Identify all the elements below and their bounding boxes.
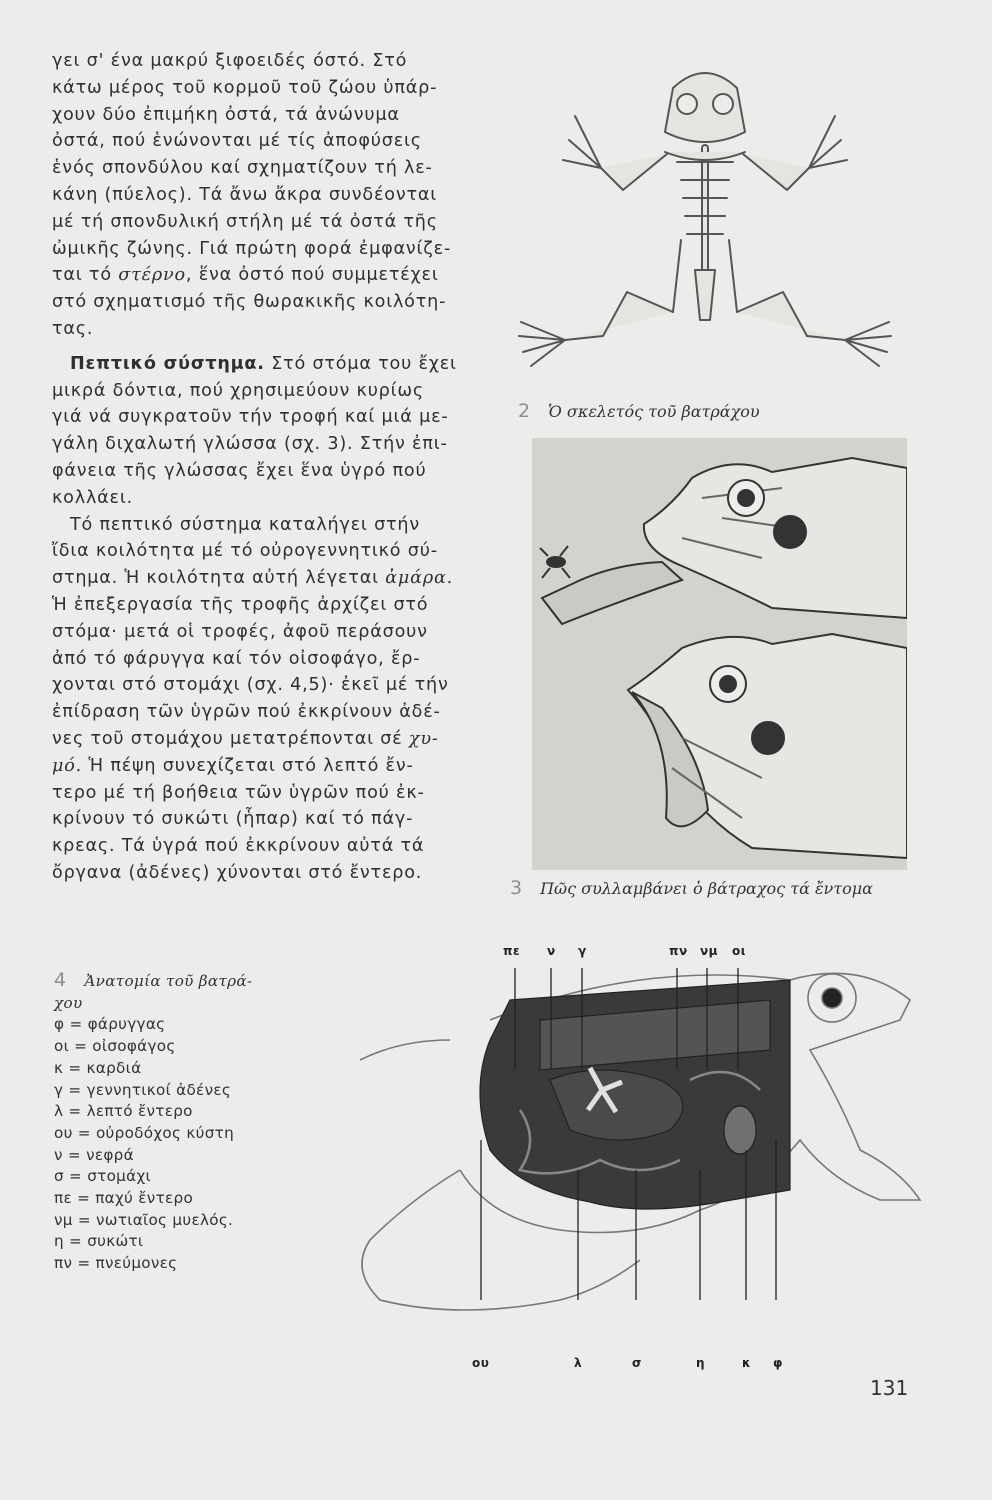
- legend-item: πε = παχύ ἔντερο: [54, 1189, 194, 1208]
- text-line: μέ τή σπονδυλική στήλη μέ τά ὀστά τῆς: [52, 211, 438, 232]
- frog-skeleton-illustration: [505, 40, 905, 390]
- legend-item: λ = λεπτό ἔντερο: [54, 1102, 193, 1121]
- term-chyme: χυ-: [408, 728, 439, 749]
- anatomy-label-spinal-cord: νμ: [700, 944, 719, 958]
- term-cloaca: ἀμάρα.: [385, 568, 454, 589]
- text-run: Ἡ πέψη συνεχίζεται στό λεπτό ἔν-: [82, 755, 414, 776]
- text-line: ὠμικῆς ζώνης. Γιά πρώτη φορά ἐμφανίζε-: [52, 238, 452, 259]
- text-line: κάτω μέρος τοῦ κορμοῦ τοῦ ζώου ὑπάρ-: [52, 77, 438, 98]
- text-line: ὄργανα (ἀδένες) χύνονται στό ἔντερο.: [52, 862, 423, 883]
- text-line: γάλη διχαλωτή γλώσσα (σχ. 3). Στήν ἐπι-: [52, 434, 448, 455]
- figure-number: 4: [54, 969, 67, 991]
- legend-item: ου = οὐροδόχος κύστη: [54, 1123, 234, 1142]
- anatomy-label-pharynx: φ: [773, 1356, 783, 1370]
- anatomy-label-stomach: σ: [632, 1356, 642, 1370]
- text-line: στόμα· μετά οἱ τροφές, ἀφοῦ περάσουν: [52, 621, 428, 642]
- text-run: στημα. Ἡ κοιλότητα αὐτή λέγεται: [52, 568, 386, 589]
- anatomy-label-small-intestine: λ: [574, 1356, 583, 1370]
- text-run: Στό στόμα του ἔχει: [264, 353, 457, 374]
- paragraph-digestive: [52, 351, 482, 512]
- legend-item: οι = οἰσοφάγος: [54, 1037, 176, 1056]
- text-line: κρίνουν τό συκώτι (ἧπαρ) καί τό πάγ-: [52, 809, 414, 830]
- anatomy-label-large-intestine: πε: [503, 944, 521, 958]
- page-number: 131: [870, 1376, 909, 1400]
- text-line: [52, 262, 482, 289]
- text-line: στό σχηματισμό τῆς θωρακικῆς κοιλότη-: [52, 292, 447, 313]
- text-line: [52, 726, 482, 753]
- anatomy-label-kidneys: ν: [547, 944, 556, 958]
- text-line: ἴδια κοιλότητα μέ τό οὐρογεννητικό σύ-: [52, 541, 438, 562]
- term-chyme: μό.: [52, 755, 83, 776]
- anatomy-label-bladder: ου: [472, 1356, 490, 1370]
- text-line: κολλάει.: [52, 487, 134, 508]
- text-run: , ἕνα ὀστό πού συμμετέχει: [185, 265, 439, 286]
- paragraph-skeleton: [52, 48, 482, 343]
- text-line: κρεας. Τά ὑγρά πού ἐκκρίνουν αὐτά τά: [52, 836, 425, 857]
- legend-item: φ = φάρυγγας: [54, 1015, 166, 1034]
- paragraph-digestion-process: [52, 512, 482, 887]
- figure-number: 3: [510, 877, 523, 899]
- figure-frog-anatomy: [340, 940, 940, 1360]
- body-text: [52, 48, 482, 887]
- frog-anatomy-illustration: [340, 940, 940, 1360]
- text-line: κάνη (πύελος). Τά ἄνω ἄκρα συνδέονται: [52, 184, 438, 205]
- text-line: ἐπίδραση τῶν ὑγρῶν πού ἐκκρίνουν ἀδέ-: [52, 702, 441, 723]
- figure-skeleton: [505, 40, 905, 390]
- text-line: τας.: [52, 318, 94, 339]
- anatomy-label-esophagus: οι: [732, 944, 746, 958]
- legend-item: σ = στομάχι: [54, 1167, 151, 1186]
- legend-item: η = συκώτι: [54, 1232, 144, 1251]
- text-line: γιά νά συγκρατοῦν τήν τροφή καί μιά με-: [52, 407, 449, 428]
- text-line: Τό πεπτικό σύστημα καταλήγει στήν: [70, 514, 420, 535]
- text-run: ται τό: [52, 265, 119, 286]
- caption-text: Πῶς συλλαμβάνει ὁ βάτραχος τά ἔντομα: [540, 879, 873, 898]
- caption-text: χου: [54, 993, 83, 1012]
- text-line: ἑνός σπονδύλου καί σχηματίζουν τή λε-: [52, 158, 433, 179]
- legend-item: γ = γεννητικοί ἀδένες: [54, 1080, 232, 1099]
- caption-text: Ἀνατομία τοῦ βατρά-: [84, 972, 253, 990]
- legend-item: ν = νεφρά: [54, 1145, 134, 1164]
- text-line: τερο μέ τή βοήθεια τῶν ὑγρῶν πού ἐκ-: [52, 782, 425, 803]
- text-line: [52, 351, 482, 378]
- caption-text: Ὁ σκελετός τοῦ βατράχου: [548, 402, 760, 421]
- anatomy-label-liver: η: [696, 1356, 706, 1370]
- frog-tongue-illustration: [532, 438, 907, 870]
- figure-frog-catching-insect: [532, 438, 907, 870]
- figure-2-caption: [518, 400, 760, 422]
- legend-item: κ = καρδιά: [54, 1058, 142, 1077]
- text-line: γει σ' ένα μακρύ ξιφοειδές όστό. Στό: [52, 51, 408, 71]
- text-line: [52, 565, 482, 592]
- text-line: χονται στό στομάχι (σχ. 4,5)· ἐκεῖ μέ τήν: [52, 675, 449, 696]
- figure-4-caption: [54, 970, 334, 993]
- figure-4-legend: [54, 970, 334, 1275]
- text-line: φάνεια τῆς γλώσσας ἔχει ἕνα ὑγρό πού: [52, 460, 427, 481]
- text-run: νες τοῦ στομάχου μετατρέπονται σέ: [52, 728, 409, 749]
- anatomy-label-lungs: πν: [669, 944, 688, 958]
- legend-item: νμ = νωτιαῖος μυελός.: [54, 1210, 234, 1229]
- text-line: Ἡ ἐπεξεργασία τῆς τροφῆς ἀρχίζει στό: [52, 594, 429, 615]
- term-sternum: στέρνο: [118, 265, 186, 286]
- text-line: [52, 753, 482, 780]
- figure-3-caption: [510, 877, 873, 899]
- text-line: μικρά δόντια, πού χρησιμεύουν κυρίως: [52, 380, 425, 401]
- text-line: χουν δύο ἐπιμήκη ὀστά, τά ἀνώνυμα: [52, 104, 400, 125]
- text-line: ὀστά, πού ἑνώνονται μέ τίς ἀποφύσεις: [52, 131, 422, 152]
- text-line: ἀπό τό φάρυγγα καί τόν οἰσοφάγο, ἔρ-: [52, 648, 421, 669]
- anatomy-label-gonads: γ: [578, 944, 587, 958]
- figure-number: 2: [518, 400, 531, 422]
- legend-item: πν = πνεύμονες: [54, 1254, 178, 1273]
- section-heading: Πεπτικό σύστημα.: [70, 353, 265, 374]
- anatomy-label-heart: κ: [742, 1356, 752, 1370]
